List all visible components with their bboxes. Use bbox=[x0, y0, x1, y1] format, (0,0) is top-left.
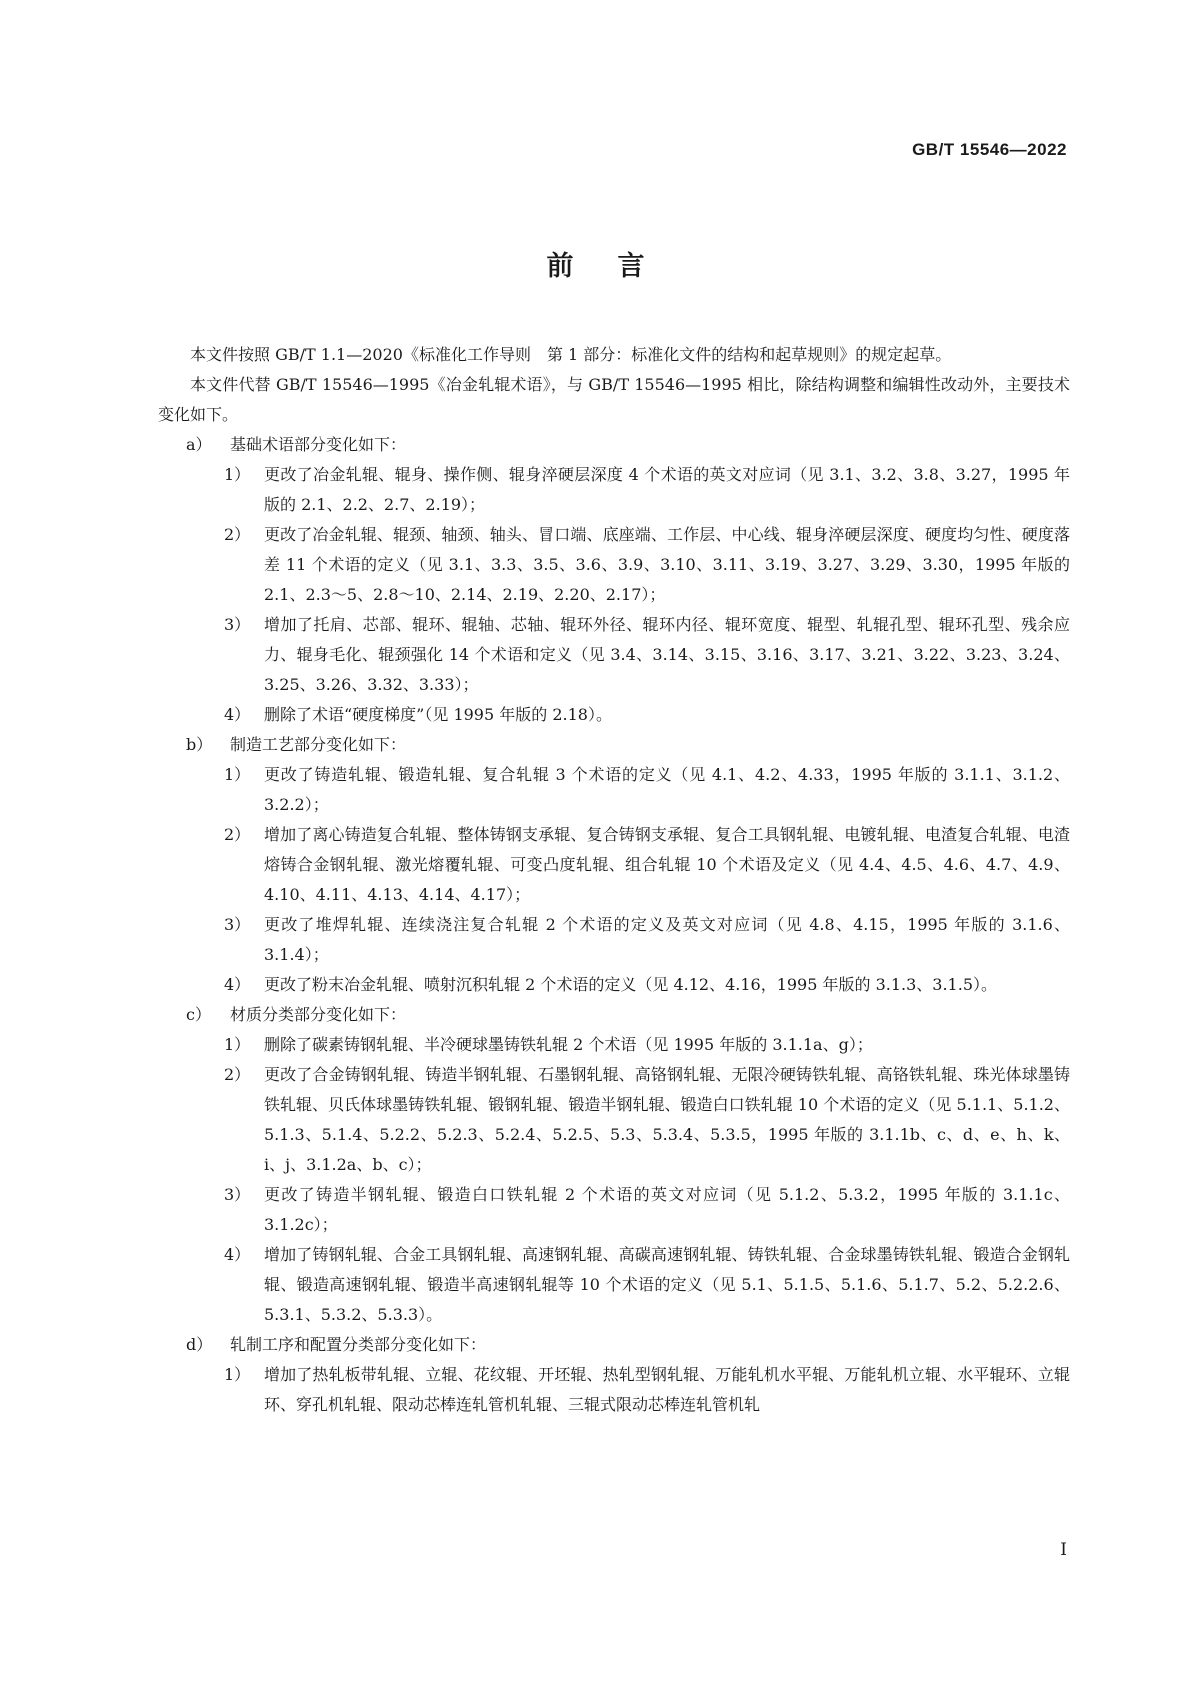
list-item bbox=[158, 1360, 1070, 1420]
section-heading-text: 轧制工序和配置分类部分变化如下： bbox=[230, 1335, 487, 1354]
section-heading bbox=[158, 1330, 1070, 1360]
list-item bbox=[158, 1240, 1070, 1330]
section-marker: b） bbox=[186, 735, 213, 754]
list-item bbox=[158, 910, 1070, 970]
section-heading-text: 制造工艺部分变化如下： bbox=[230, 735, 407, 754]
section-heading bbox=[158, 430, 1070, 460]
item-text: 更改了合金铸钢轧辊、铸造半钢轧辊、石墨钢轧辊、高铬钢轧辊、无限冷硬铸铁轧辊、高铬铁轧辊、珠光体球墨铸铁轧辊、贝氏体球墨铸铁轧辊、锻钢轧辊、锻造半钢轧辊、锻造白口铁轧辊 10 个术语的定义（见 5.1.1、5.1.2、5.1.3、5.1.4、5.2.2、5.2.3、5.2.4、5.2.5、5.3、5.3.4、5.3.5，1995 年版的 3.1.1b、c、d、e、h、k、i、j、3.1.2a、b、c）； bbox=[264, 1065, 1070, 1174]
item-text: 增加了离心铸造复合轧辊、整体铸钢支承辊、复合铸钢支承辊、复合工具钢轧辊、电镀轧辊、电渣复合轧辊、电渣熔铸合金钢轧辊、激光熔覆轧辊、可变凸度轧辊、组合轧辊 10 个术语及定义（见 4.4、4.5、4.6、4.7、4.9、4.10、4.11、4.13、4.14、4.17）； bbox=[264, 825, 1070, 904]
section-marker: c） bbox=[186, 1005, 211, 1024]
item-text: 更改了冶金轧辊、辊颈、轴颈、轴头、冒口端、底座端、工作层、中心线、辊身淬硬层深度、硬度均匀性、硬度落差 11 个术语的定义（见 3.1、3.3、3.5、3.6、3.9、3.10、3.11、3.19、3.27、3.29、3.30，1995 年版的 2.1、2.3～5、2.8～10、2.14、2.19、2.20、2.17）； bbox=[264, 525, 1070, 604]
list-item bbox=[158, 520, 1070, 610]
list-item bbox=[158, 970, 1070, 1000]
intro-paragraph: 本文件代替 GB/T 15546—1995《冶金轧辊术语》，与 GB/T 15546—1995 相比，除结构调整和编辑性改动外，主要技术变化如下。 bbox=[158, 375, 1070, 424]
item-marker: 3） bbox=[224, 1185, 251, 1204]
item-text: 增加了托肩、芯部、辊环、辊轴、芯轴、辊环外径、辊环内径、辊环宽度、辊型、轧辊孔型、辊环孔型、残余应力、辊身毛化、辊颈强化 14 个术语和定义（见 3.4、3.14、3.15、3.16、3.17、3.21、3.22、3.23、3.24、3.25、3.26、3.32、3.33）； bbox=[264, 615, 1070, 694]
item-text: 增加了铸钢轧辊、合金工具钢轧辊、高速钢轧辊、高碳高速钢轧辊、铸铁轧辊、合金球墨铸铁轧辊、锻造合金钢轧辊、锻造高速钢轧辊、锻造半高速钢轧辊等 10 个术语的定义（见 5.1、5.1.5、5.1.6、5.1.7、5.2、5.2.2.6、5.3.1、5.3.2、5.3.3）。 bbox=[264, 1245, 1070, 1324]
list-item bbox=[158, 760, 1070, 820]
item-text: 删除了术语“硬度梯度”（见 1995 年版的 2.18）。 bbox=[264, 705, 612, 724]
list-item bbox=[158, 460, 1070, 520]
item-marker: 2） bbox=[224, 825, 251, 844]
item-marker: 1） bbox=[224, 1035, 251, 1054]
item-text: 更改了堆焊轧辊、连续浇注复合轧辊 2 个术语的定义及英文对应词（见 4.8、4.15，1995 年版的 3.1.6、3.1.4）； bbox=[264, 915, 1070, 964]
item-marker: 1） bbox=[224, 465, 251, 484]
item-marker: 1） bbox=[224, 1365, 251, 1384]
item-text: 删除了碳素铸钢轧辊、半冷硬球墨铸铁轧辊 2 个术语（见 1995 年版的 3.1.1a、g）； bbox=[264, 1035, 873, 1054]
list-item bbox=[158, 610, 1070, 700]
section-heading-text: 基础术语部分变化如下： bbox=[230, 435, 407, 454]
list-item bbox=[158, 820, 1070, 910]
item-marker: 1） bbox=[224, 765, 251, 784]
list-item bbox=[158, 1030, 1070, 1060]
item-text: 更改了铸造半钢轧辊、锻造白口铁轧辊 2 个术语的英文对应词（见 5.1.2、5.3.2，1995 年版的 3.1.1c、3.1.2c）； bbox=[264, 1185, 1070, 1234]
item-marker: 4） bbox=[224, 1245, 251, 1264]
section-heading bbox=[158, 730, 1070, 760]
standard-code: GB/T 15546—2022 bbox=[912, 140, 1067, 159]
item-text: 更改了铸造轧辊、锻造轧辊、复合轧辊 3 个术语的定义（见 4.1、4.2、4.33，1995 年版的 3.1.1、3.1.2、3.2.2）； bbox=[264, 765, 1070, 814]
page-title: 前言 bbox=[546, 251, 689, 282]
item-marker: 2） bbox=[224, 1065, 251, 1084]
item-text: 增加了热轧板带轧辊、立辊、花纹辊、开坯辊、热轧型钢轧辊、万能轧机水平辊、万能轧机立辊、水平辊环、立辊环、穿孔机轧辊、限动芯棒连轧管机轧辊、三辊式限动芯棒连轧管机轧 bbox=[264, 1365, 1070, 1414]
item-marker: 4） bbox=[224, 975, 251, 994]
item-marker: 3） bbox=[224, 915, 251, 934]
item-text: 更改了粉末冶金轧辊、喷射沉积轧辊 2 个术语的定义（见 4.12、4.16，1995 年版的 3.1.3、3.1.5）。 bbox=[264, 975, 998, 994]
section-marker: d） bbox=[186, 1335, 213, 1354]
item-text: 更改了冶金轧辊、辊身、操作侧、辊身淬硬层深度 4 个术语的英文对应词（见 3.1、3.2、3.8、3.27，1995 年版的 2.1、2.2、2.7、2.19）； bbox=[264, 465, 1070, 514]
list-item bbox=[158, 1060, 1070, 1180]
page-number: I bbox=[1060, 1540, 1067, 1560]
list-item bbox=[158, 700, 1070, 730]
list-item bbox=[158, 1180, 1070, 1240]
section-marker: a） bbox=[186, 435, 212, 454]
intro-paragraph: 本文件按照 GB/T 1.1—2020《标准化工作导则 第 1 部分：标准化文件的结构和起草规则》的规定起草。 bbox=[190, 345, 952, 364]
item-marker: 4） bbox=[224, 705, 251, 724]
item-marker: 2） bbox=[224, 525, 251, 544]
item-marker: 3） bbox=[224, 615, 251, 634]
section-heading-text: 材质分类部分变化如下： bbox=[230, 1005, 407, 1024]
section-heading bbox=[158, 1000, 1070, 1030]
document-body bbox=[158, 340, 1070, 1420]
